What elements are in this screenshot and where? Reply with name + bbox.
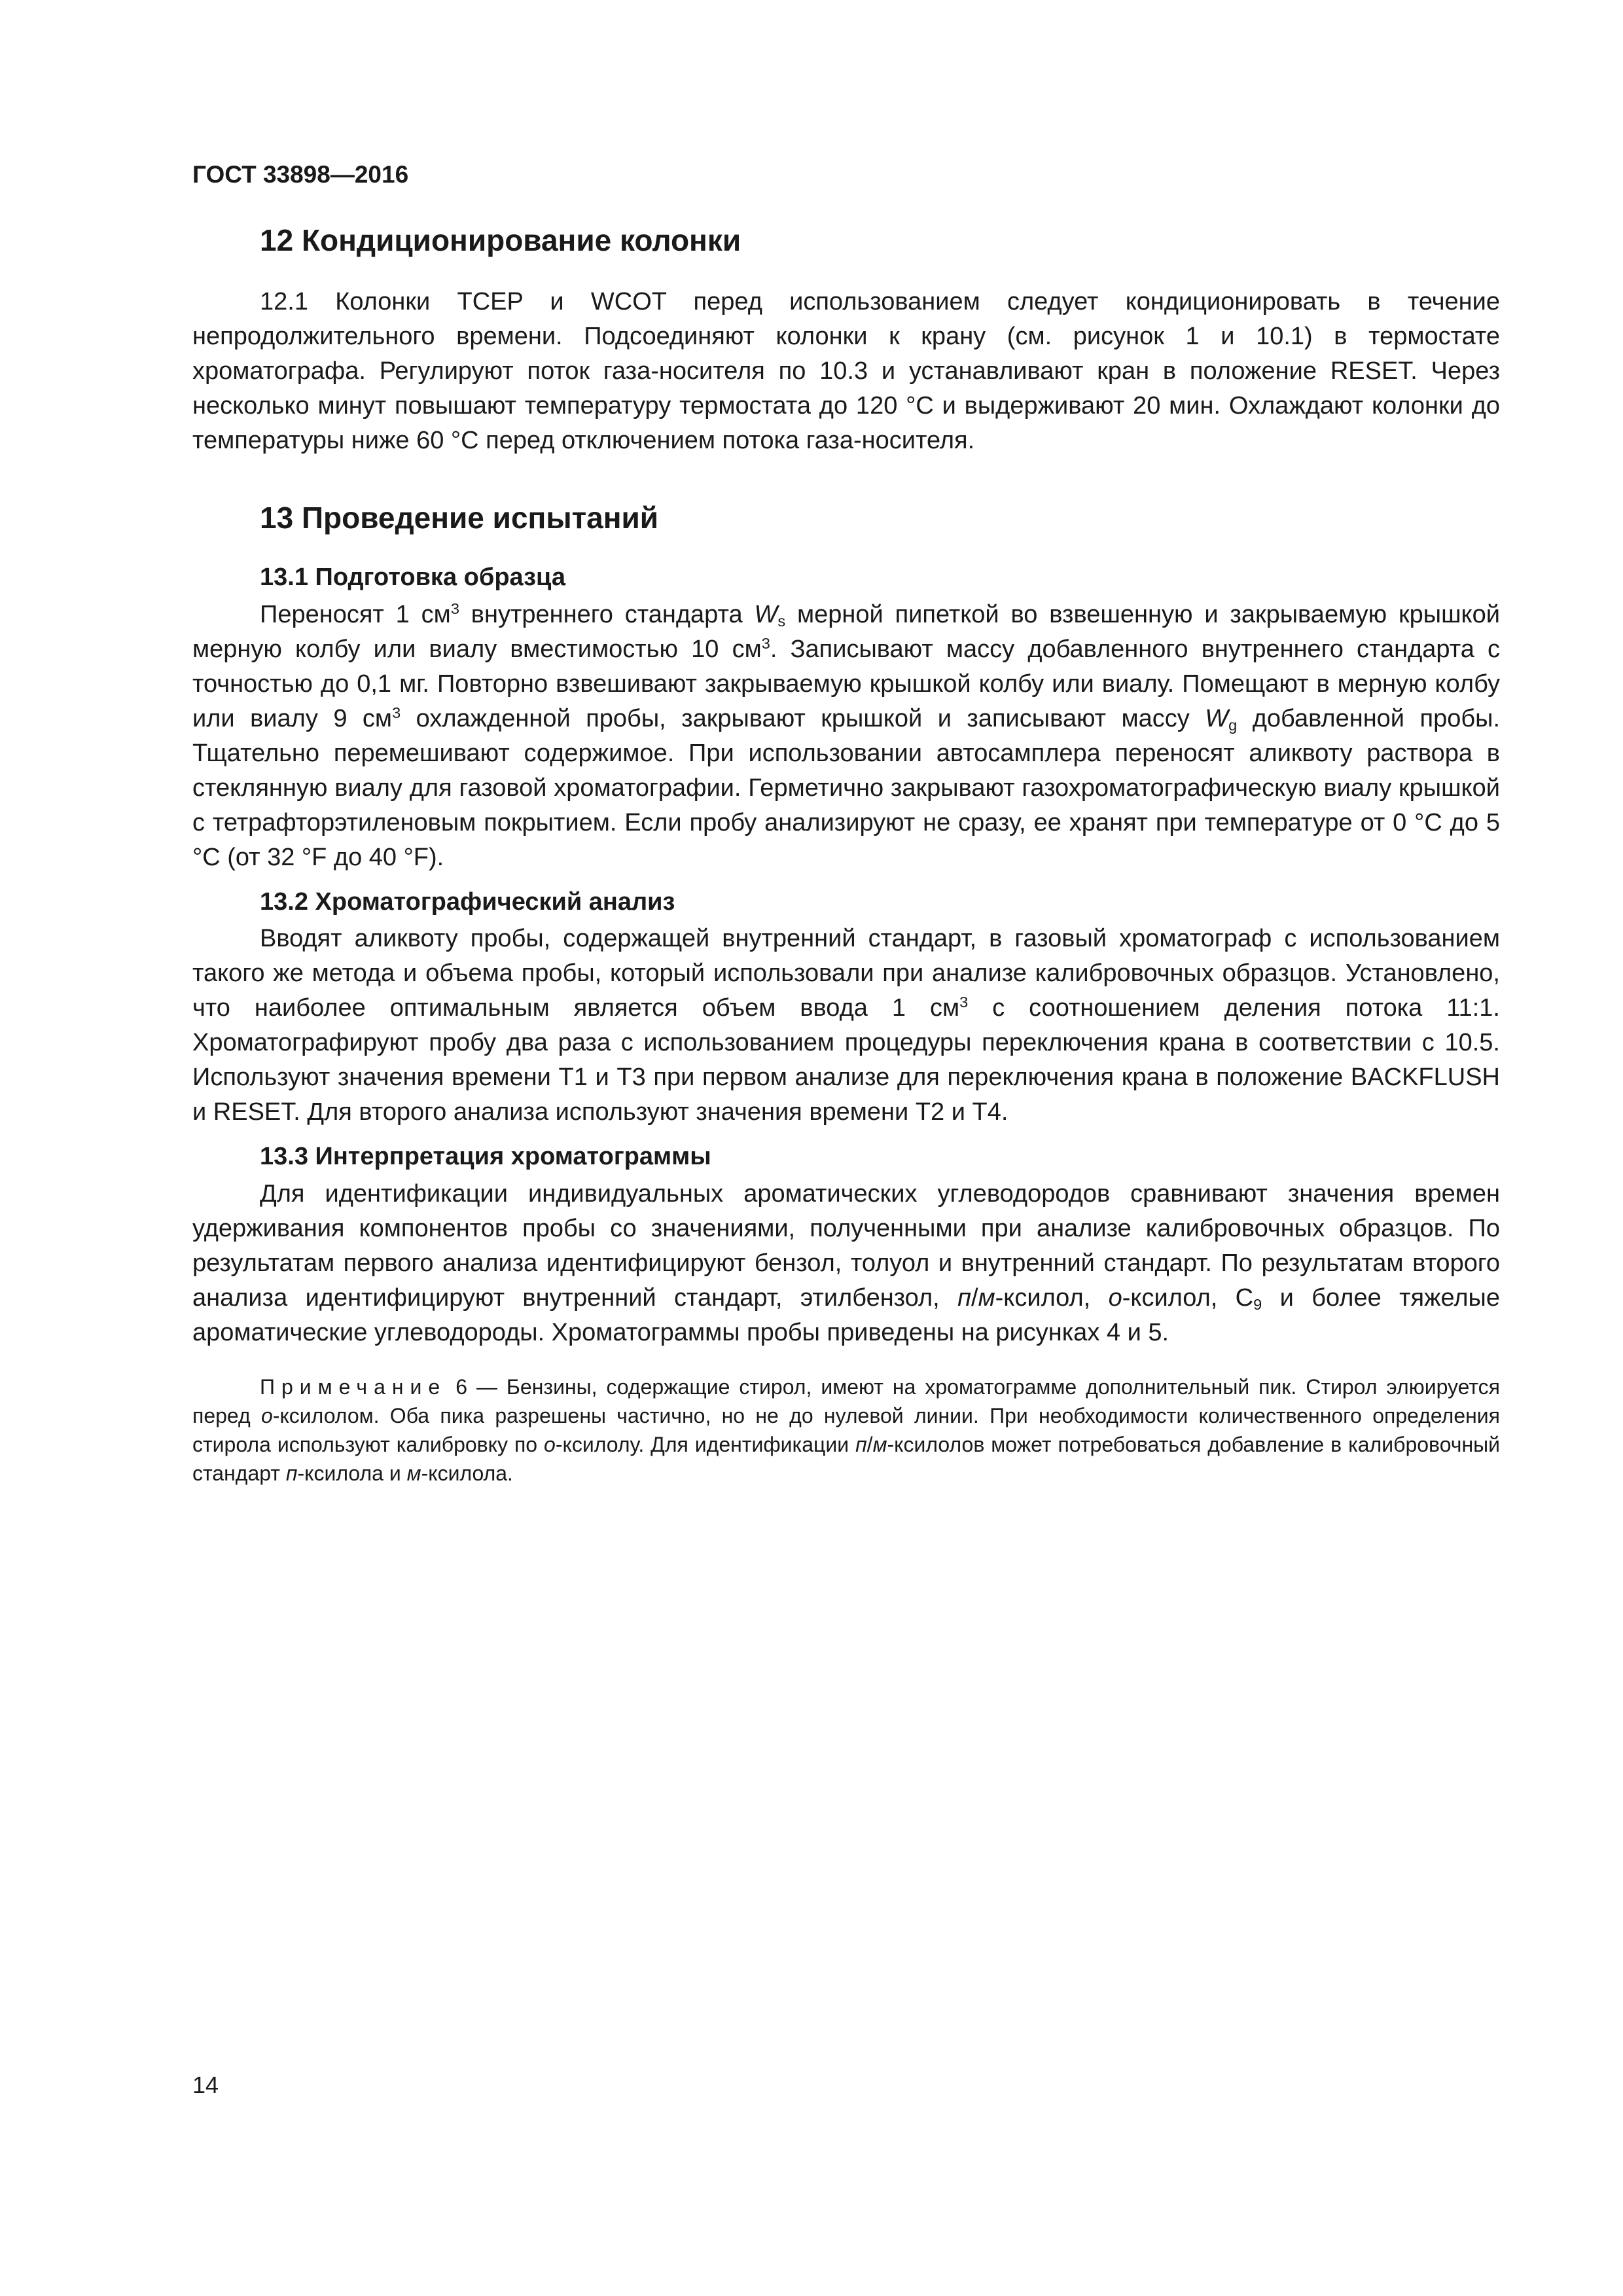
paragraph-13-1: Переносят 1 $см^3$ внутреннего стандарта $W_s$ мерной пипеткой во взвешенную и закрываемую крышкой мерную колбу или виалу вместимостью 10 $см^3$. Записывают массу добавленного внутреннего стандарта с точностью до 0,1 мг. Повторно взвешивают закрываемую крышкой колбу или виалу. Помещают в мерную колбу или виалу 9 $см^3$ охлажденной пробы, закрывают крышкой и записывают массу $W_g$ добавленной пробы. Тщательно перемешивают содержимое. При использовании автосамплера переносят аликвоту раствора в стеклянную виалу для газовой хроматографии. Герметично закрывают газохроматографическую виалу крышкой с тетрафторэтиленовым покрытием. Если пробу анализируют не сразу, ее хранят при температуре от 0 °С до 5 °С (от 32 °F до 40 °F). xyxy=(192,600,1501,871)
page-content xyxy=(192,223,1500,1488)
section-13-title: 13 Проведение испытаний xyxy=(260,501,659,535)
paragraph-13-2: Вводят аликвоту пробы, содержащей внутренний стандарт, в газовый хроматограф с использованием такого же метода и объема пробы, который использовали при анализе калибровочных образцов. Установлено, что наиболее оптимальным является объем ввода 1 $см^3$ с соотношением деления потока 11:1. Хроматографируют пробу два раза с использованием процедуры переключения крана в соответствии с 10.5. Используют значения времени Т1 и Т3 при первом анализе для переключения крана в положение BACKFLUSH и RESET. Для второго анализа используют значения времени Т2 и Т4. xyxy=(192,925,1500,1126)
paragraph-13-3: Для идентификации индивидуальных ароматических углеводородов сравнивают значения времен удерживания компонентов пробы со значениями, полученными при анализе калибровочных образцов. По результатам первого анализа идентифицируют бензол, толуол и внутренний стандарт. По результатам второго анализа идентифицируют внутренний стандарт, этилбензол, п/м-ксилол, о-ксилол, $C_9$ и более тяжелые ароматические углеводороды. Хроматограммы пробы приведены на рисунках 4 и 5. xyxy=(192,1179,1501,1346)
subsection-13-2-title: 13.2 Хроматографический анализ xyxy=(260,888,675,916)
paragraph-12-1: 12.1 Колонки TCEP и WCOT перед использованием следует кондиционировать в течение непродолжительного времени. Подсоединяют колонки к крану (см. рисунок 1 и 10.1) в термостате хроматографа. Регулируют поток газа-носителя по 10.3 и устанавливают кран в положение RESET. Через несколько минут повышают температуру термостата до 120 °С и выдерживают 20 мин. Охлаждают колонки до температуры ниже 60 °С перед отключением потока газа-носителя. xyxy=(192,288,1500,455)
note-6: Примечание 6 — Бензины, содержащие стирол, имеют на хроматограмме дополнительный пик. Стирол элюируется перед о-ксилолом. Оба пика разрешены частично, но не до нулевой линии. При необходимости количественного определения стирола используют калибровку по о-ксилолу. Для идентификации п/м-ксилолов может потребоваться добавление в калибровочный стандарт п-ксилола и м-ксилола. xyxy=(192,1374,1501,1485)
document-code: ГОСТ 33898—2016 xyxy=(192,161,409,188)
section-12-title: 12 Кондиционирование колонки xyxy=(260,223,741,257)
note-label: Примечание xyxy=(260,1374,447,1399)
subsection-13-3-title: 13.3 Интерпретация хроматограммы xyxy=(260,1143,711,1171)
subsection-13-1-title: 13.1 Подготовка образца xyxy=(260,564,565,592)
page-number: 14 xyxy=(192,2072,219,2098)
